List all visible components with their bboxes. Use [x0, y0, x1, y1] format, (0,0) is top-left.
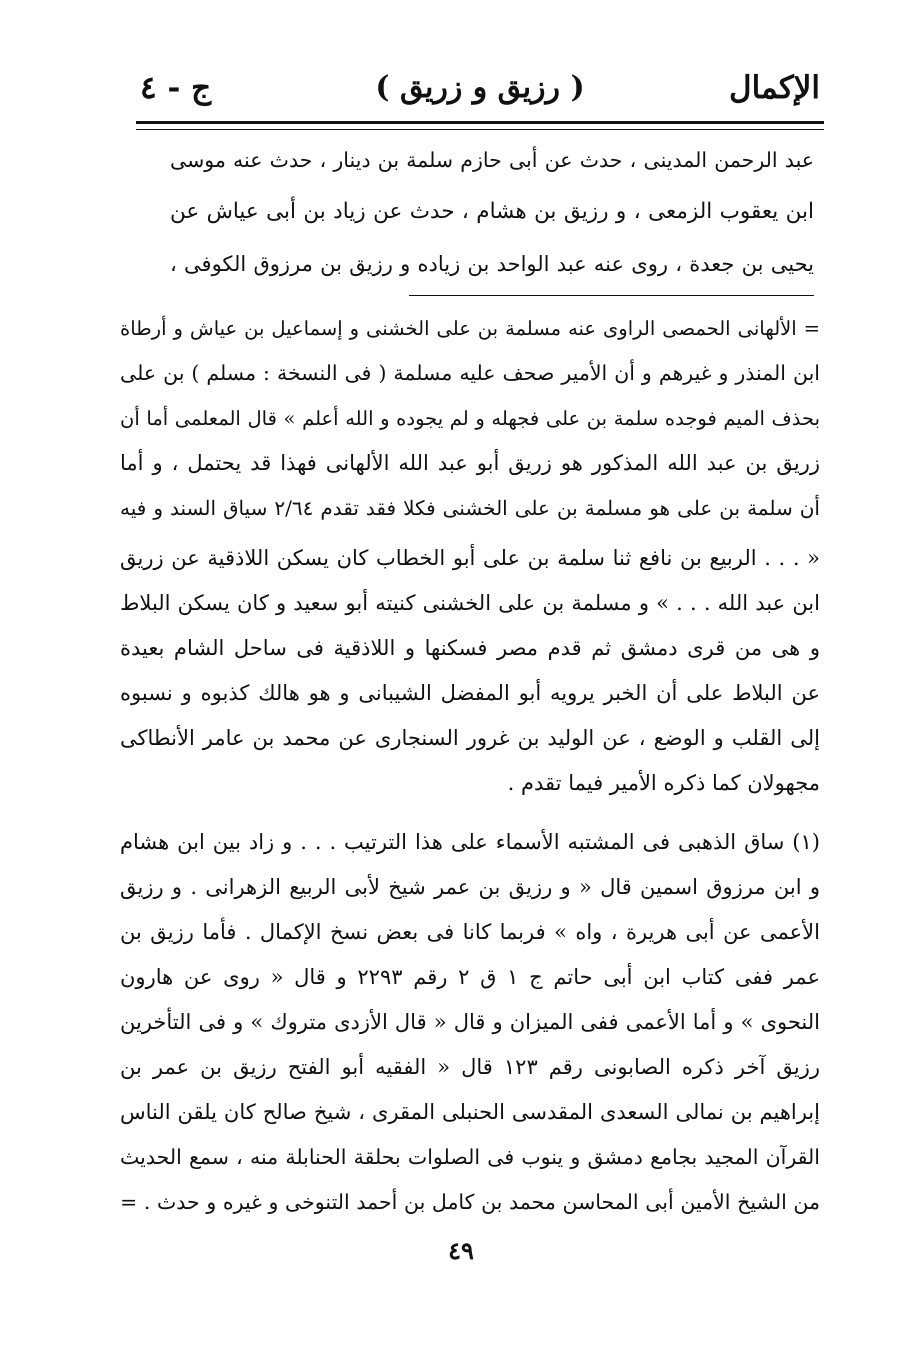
footnote-line: ابن عبد الله . . . » و مسلمة بن على الخشنى كنيته أبو سعيد و كان يسكن البلاط	[120, 591, 820, 615]
header-rule-thin	[136, 129, 824, 130]
footnote-line: النحوى » و أما الأعمى ففى الميزان و قال « قال الأزدى متروك » و فى التأخرين	[120, 1010, 820, 1034]
footnote-block-continued	[120, 306, 820, 531]
footnote-line: « . . . الربيع بن نافع ثنا سلمة بن على أبو الخطاب كان يسكن اللاذقية عن زريق	[120, 546, 820, 570]
main-text-line: عبد الرحمن المدينى ، حدث عن أبى حازم سلمة بن دينار ، حدث عنه موسى	[170, 148, 814, 172]
footnote-line: و هى من قرى دمشق ثم قدم مصر فسكنها و اللاذقية فى ساحل الشام بعيدة	[120, 636, 820, 660]
volume-label: ج - ٤	[140, 70, 212, 106]
footnote-line: رزيق آخر ذكره الصابونى رقم ١٢٣ قال « الفقيه أبو الفتح رزيق بن عمر بن	[120, 1055, 820, 1079]
footnote-line: إبراهيم بن نمالى السعدى المقدسى الحنبلى المقرى ، شيخ صالح كان يلقن الناس	[120, 1100, 820, 1124]
footnotes	[120, 306, 820, 1225]
footnote-block-quote	[120, 536, 820, 806]
footnote-line: القرآن المجيد بجامع دمشق و ينوب فى الصلوات بحلقة الحنابلة منه ، سمع الحديث	[120, 1145, 820, 1169]
header-rule-thick	[136, 121, 824, 124]
footnote-line: من الشيخ الأمين أبى المحاسن محمد بن كامل بن أحمد التنوخى و غيره و حدث . =	[120, 1190, 820, 1214]
footnote-line: الأعمى عن أبى هريرة ، واه » فربما كانا فى بعض نسخ الإكمال . فأما رزيق بن	[120, 920, 820, 944]
main-text-line: يحيى بن جعدة ، روى عنه عبد الواحد بن زياده و رزيق بن مرزوق الكوفى ،	[170, 252, 814, 276]
section-title: ( رزيق و زريق )	[375, 70, 585, 105]
footnote-line: مجهولان كما ذكره الأمير فيما تقدم .	[507, 771, 820, 795]
footnote-1	[120, 820, 820, 1225]
main-text-line: ابن يعقوب الزمعى ، و رزيق بن هشام ، حدث عن زياد بن أبى عياش عن	[170, 199, 814, 224]
running-header	[140, 66, 820, 114]
book-title: الإكمال	[729, 70, 820, 106]
footnote-line: عن البلاط على أن الخبر يرويه أبو المفضل الشيبانى و هو هالك كذبوه و نسبوه	[120, 681, 820, 705]
page-number: ٤٩	[448, 1236, 474, 1265]
footnote-line: بحذف الميم فوجده سلمة بن على فجهله و لم يجوده و الله أعلم » قال المعلمى أما أن	[120, 407, 820, 430]
footnote-line: (١) ساق الذهبى فى المشتبه الأسماء على هذا الترتيب . . . و زاد بين ابن هشام	[120, 830, 820, 854]
main-text	[170, 134, 814, 290]
footnote-divider	[409, 295, 814, 296]
footnote-line: = الألهانى الحمصى الراوى عنه مسلمة بن على الخشنى و إسماعيل بن عياش و أرطاة	[120, 317, 820, 340]
footnote-line: ابن المنذر و غيرهم و أن الأمير صحف عليه مسلمة ( فى النسخة : مسلم ) بن على	[120, 361, 820, 385]
footnote-line: زريق بن عبد الله المذكور هو زريق أبو عبد الله الألهانى فهذا قد يحتمل ، و أما	[120, 451, 820, 475]
footnote-line: و ابن مرزوق اسمين قال « و رزيق بن عمر شيخ لأبى الربيع الزهرانى . و رزيق	[120, 875, 820, 899]
footnote-line: عمر ففى كتاب ابن أبى حاتم ج ١ ق ٢ رقم ٢٢٩٣ و قال « روى عن هارون	[120, 965, 820, 989]
footnote-line: أن سلمة بن على هو مسلمة بن على الخشنى فكلا فقد تقدم ٢/٦٤ سياق السند و فيه	[120, 496, 820, 520]
footnote-line: إلى القلب و الوضع ، عن الوليد بن غرور السنجارى عن محمد بن عامر الأنطاكى	[120, 726, 820, 750]
